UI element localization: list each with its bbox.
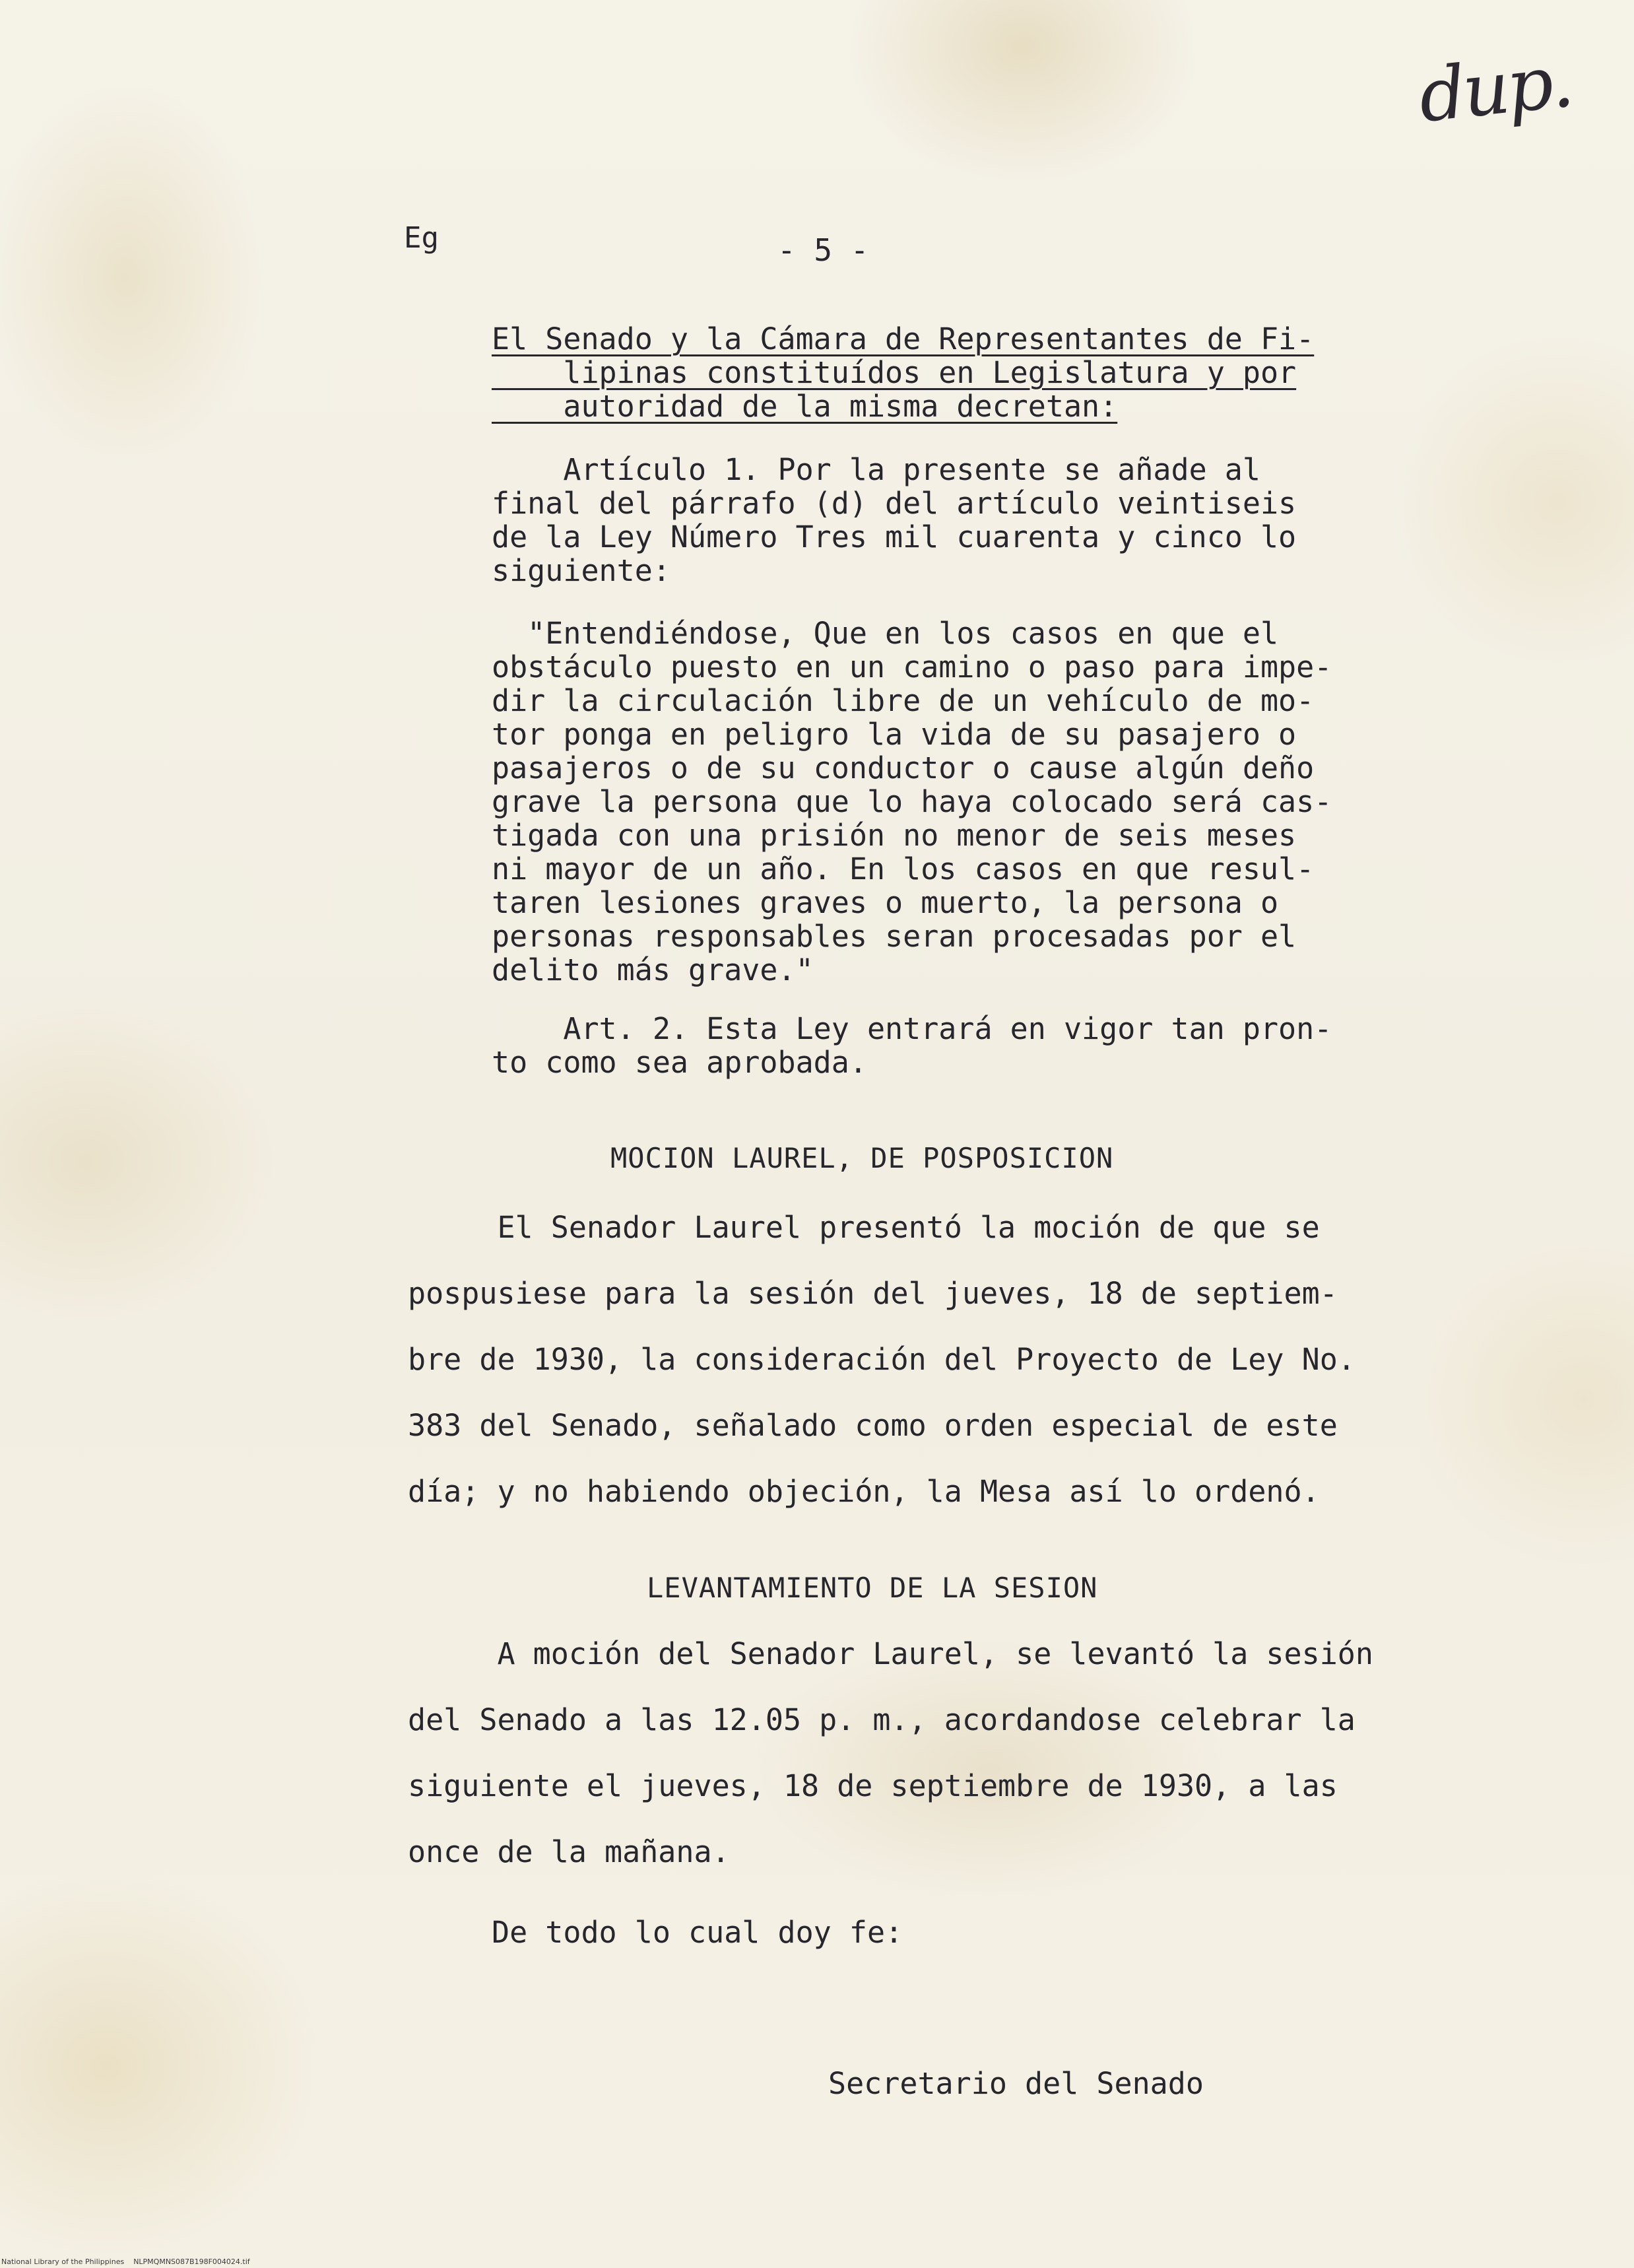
adjournment-paragraph: A moción del Senador Laurel, se levantó la sesión del Senado a las 12.05 p. m., acordandose celebrar la siguiente el jueves, 18 de septiembre de 1930, a las once de la mañana. <box>408 1636 1373 1869</box>
page-number: - 5 - <box>777 232 869 268</box>
attestation-line: De todo lo cual doy fe: <box>492 1915 903 1950</box>
signature-title: Secretario del Senado <box>828 2066 1204 2101</box>
motion-paragraph: El Senador Laurel presentó la moción de que se pospusiese para la sesión del jueves, 18 de septiem- bre de 1930, la consideración del Proyecto de Ley No. 383 del Senado, señalado como orden especial de este día; y no habiendo objeción, la Mesa así lo ordenó. <box>408 1210 1356 1509</box>
handwritten-note: dup. <box>1414 38 1575 139</box>
article-2: Art. 2. Esta Ley entrará en vigor tan pron- to como sea aprobada. <box>492 1011 1332 1080</box>
article-1: Artículo 1. Por la presente se añade al final del párrafo (d) del artículo veintiseis de la Ley Número Tres mil cuarenta y cinco lo siguiente: <box>492 452 1297 588</box>
typist-initials: Eg <box>404 221 439 255</box>
section-heading-motion: MOCION LAUREL, DE POSPOSICION <box>610 1142 1114 1174</box>
section-heading-adjournment: LEVANTAMIENTO DE LA SESION <box>647 1572 1098 1604</box>
quoted-proviso: "Entendiéndose, Que en los casos en que el obstáculo puesto en un camino o paso para impe- dir la circulación libre de un vehículo de mo- tor ponga en peligro la vida de su pasajero o pasajeros o de su conductor o cause algún deño grave la persona que lo haya colocado será cas- tigada con una prisión no menor de seis meses ni mayor de un año. En los casos en que resul- taren lesiones graves o muerto, la persona o personas responsables seran procesadas por el delito más grave." <box>492 616 1332 987</box>
archive-footer: National Library of the Philippines NLPMQMNS087B198F004024.tif <box>1 2257 250 2266</box>
enacting-clause: El Senado y la Cámara de Representantes de Fi- lipinas constituídos en Legislatura y por autoridad de la misma decretan: <box>492 321 1315 424</box>
